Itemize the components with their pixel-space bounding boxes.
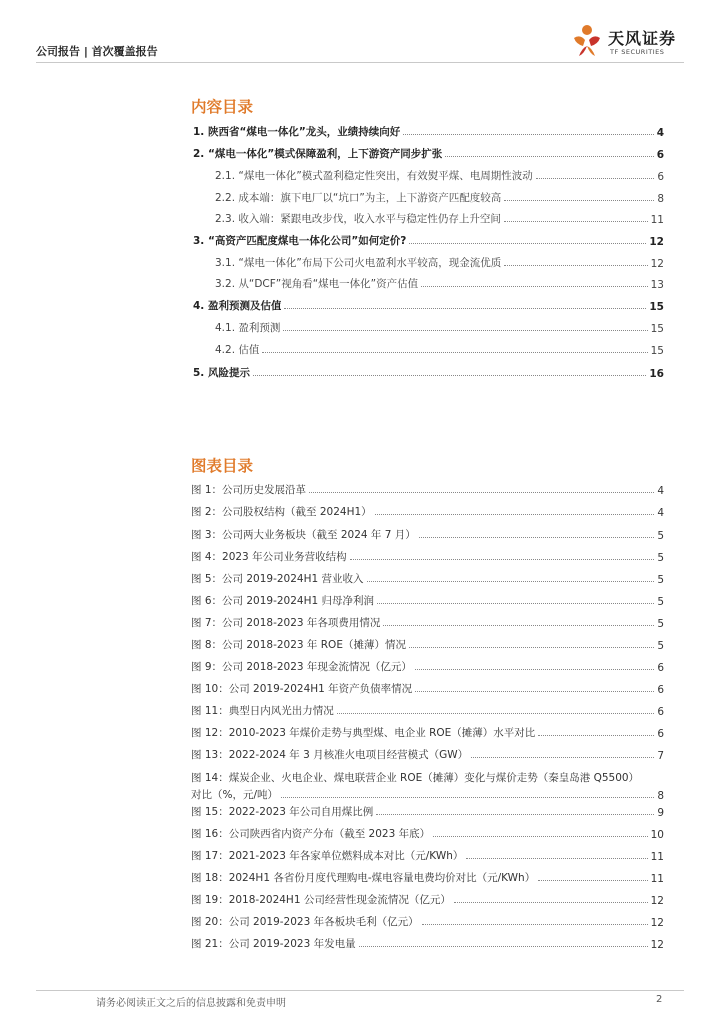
- figure-entry-page: 5: [657, 618, 664, 630]
- toc-entry-title: 3.2. 从“DCF”视角看“煤电一体化”资产估值: [215, 278, 419, 290]
- dot-leader: [375, 514, 655, 515]
- figure-entry-title: 图 4：2023 年公司业务营收结构: [191, 551, 347, 563]
- figure-entry-page: 4: [657, 485, 664, 497]
- figure-entry-title: 图 5：公司 2019-2024H1 营业收入: [191, 573, 364, 585]
- toc-entry-page: 15: [650, 323, 664, 335]
- figure-entry-page: 9: [657, 807, 664, 819]
- toc-entry[interactable]: [193, 364, 664, 380]
- figure-entry-page: 5: [657, 574, 664, 586]
- figure-entry-page: 4: [657, 507, 664, 519]
- dot-leader: [383, 625, 654, 626]
- figure-entry[interactable]: [191, 503, 664, 519]
- figure-entry[interactable]: [191, 614, 664, 630]
- figure-entry-page: 8: [657, 790, 664, 802]
- figure-entry-title: 图 8：公司 2018-2023 年 ROE（摊薄）情况: [191, 639, 406, 651]
- toc-entry[interactable]: [215, 167, 664, 183]
- toc-entry[interactable]: [215, 254, 664, 270]
- dot-leader: [359, 946, 648, 947]
- toc-entry-page: 12: [649, 236, 664, 248]
- dot-leader: [262, 352, 647, 353]
- dot-leader: [337, 713, 655, 714]
- dot-leader: [409, 243, 646, 244]
- figure-entry-page: 12: [650, 895, 664, 907]
- dot-leader: [471, 757, 654, 758]
- toc-entry[interactable]: [215, 319, 664, 335]
- toc-entry-title: 5. 风险提示: [193, 367, 250, 379]
- figure-entry-page: 11: [650, 873, 664, 885]
- dot-leader: [350, 559, 655, 560]
- figure-entry-title: 图 18：2024H1 各省份月度代理购电-煤电容量电费均价对比（元/KWh）: [191, 872, 536, 884]
- dot-leader: [403, 134, 653, 135]
- logo-text: 天风证券: [608, 29, 677, 48]
- figure-entry[interactable]: [191, 746, 664, 762]
- toc-entry-title: 3.1. “煤电一体化”布局下公司火电盈利水平较高，现金流优质: [215, 257, 502, 269]
- toc-entry-title: 2.1. “煤电一体化”模式盈利稳定性突出，有效熨平煤、电周期性波动: [215, 170, 533, 182]
- dot-leader: [419, 537, 655, 538]
- tf-logo-icon: [570, 24, 604, 60]
- figure-entry-page: 10: [650, 829, 664, 841]
- figure-entry-title: 图 20：公司 2019-2023 年各板块毛利（亿元）: [191, 916, 419, 928]
- toc-entry[interactable]: [193, 145, 664, 161]
- toc-entry-page: 11: [650, 214, 664, 226]
- figure-entry-title: 图 17：2021-2023 年各家单位燃料成本对比（元/KWh）: [191, 850, 464, 862]
- figure-entry[interactable]: [191, 526, 664, 542]
- figure-entry-continuation: [191, 786, 664, 802]
- toc-entry-title: 1. 陕西省“煤电一体化”龙头，业绩持续向好: [193, 126, 401, 138]
- toc-entry-page: 13: [650, 279, 664, 291]
- figure-entry[interactable]: [191, 825, 664, 841]
- dot-leader: [454, 902, 648, 903]
- toc-entry-title: 4.1. 盈利预测: [215, 322, 281, 334]
- logo-subtext: TF SECURITIES: [610, 48, 665, 56]
- figure-entry-page: 6: [657, 706, 664, 718]
- figure-entry-title: 图 15：2022-2023 年公司自用煤比例: [191, 806, 374, 818]
- figure-entry-page: 7: [657, 750, 664, 762]
- toc-entry-page: 15: [649, 301, 664, 313]
- dot-leader: [377, 603, 654, 604]
- figure-entry[interactable]: [191, 636, 664, 652]
- figure-entry[interactable]: [191, 770, 664, 802]
- figure-entry-title: 图 6：公司 2019-2024H1 归母净利润: [191, 595, 375, 607]
- figure-entry[interactable]: [191, 592, 664, 608]
- figure-entry-page: 12: [650, 917, 664, 929]
- dot-leader: [422, 924, 648, 925]
- figure-entry-title: 图 13：2022-2024 年 3 月核准火电项目经营模式（GW）: [191, 749, 469, 761]
- figure-entry[interactable]: [191, 570, 664, 586]
- toc-title: 内容目录: [191, 98, 254, 116]
- toc-entry-title: 4.2. 估值: [215, 344, 260, 356]
- dot-leader: [283, 330, 647, 331]
- dot-leader: [309, 492, 654, 493]
- figure-entry[interactable]: [191, 548, 664, 564]
- toc-entry-page: 16: [649, 368, 664, 380]
- dot-leader: [538, 735, 654, 736]
- figure-entry[interactable]: [191, 481, 664, 497]
- dot-leader: [504, 221, 648, 222]
- toc-entry[interactable]: [193, 297, 664, 313]
- figure-entry[interactable]: [191, 724, 664, 740]
- figure-entry-title: 图 16：公司陕西省内资产分布（截至 2023 年底）: [191, 828, 431, 840]
- figure-entry[interactable]: [191, 702, 664, 718]
- figure-entry-title-cont: 对比（%，元/吨）: [191, 789, 279, 801]
- company-logo: [570, 22, 690, 62]
- dot-leader: [466, 858, 647, 859]
- figure-entry-title: 图 21：公司 2019-2023 年发电量: [191, 938, 356, 950]
- figures-title: 图表目录: [191, 457, 254, 475]
- figure-entry-title: 图 19：2018-2024H1 公司经营性现金流情况（亿元）: [191, 894, 451, 906]
- figure-entry-page: 6: [657, 684, 664, 696]
- header-divider: [36, 62, 684, 63]
- toc-entry[interactable]: [215, 210, 664, 226]
- figure-entry-title: 图 7：公司 2018-2023 年各项费用情况: [191, 617, 381, 629]
- toc-entry[interactable]: [193, 232, 664, 248]
- dot-leader: [376, 814, 654, 815]
- figure-entry-title: 图 3：公司两大业务板块（截至 2024 年 7 月）: [191, 529, 416, 541]
- figure-entry-title: 图 1：公司历史发展沿革: [191, 484, 307, 496]
- figure-entry[interactable]: [191, 935, 664, 951]
- toc-entry[interactable]: [215, 189, 664, 205]
- figure-entry-page: 12: [650, 939, 664, 951]
- page-header: [0, 0, 724, 66]
- figure-entry-title: 图 11：典型日内风光出力情况: [191, 705, 334, 717]
- figure-entry-title: 图 14：煤炭企业、火电企业、煤电联营企业 ROE（摊薄）变化与煤价走势（秦皇岛港 Q5500）: [191, 772, 640, 784]
- figure-entry[interactable]: [191, 913, 664, 929]
- figure-entry-page: 5: [657, 530, 664, 542]
- toc-entry-title: 3. “高资产匹配度煤电一体化公司”如何定价?: [193, 235, 407, 247]
- toc-entry[interactable]: [215, 275, 664, 291]
- toc-entry-title: 2.3. 收入端：紧跟电改步伐，收入水平与稳定性仍存上升空间: [215, 213, 501, 225]
- toc-entry-title: 2. “煤电一体化”模式保障盈利，上下游资产同步扩张: [193, 148, 443, 160]
- dot-leader: [415, 691, 654, 692]
- figure-entry[interactable]: [191, 680, 664, 696]
- toc-entry-title: 2.2. 成本端：旗下电厂以“坑口”为主，上下游资产匹配度较高: [215, 192, 502, 204]
- figure-entry-page: 6: [657, 662, 664, 674]
- figure-entry[interactable]: [191, 891, 664, 907]
- dot-leader: [367, 581, 655, 582]
- dot-leader: [409, 647, 654, 648]
- figure-entry[interactable]: [191, 803, 664, 819]
- page-number: 2: [656, 994, 663, 1005]
- toc-entry-page: 4: [656, 127, 664, 139]
- toc-entry[interactable]: [193, 123, 664, 139]
- figure-entry[interactable]: [191, 869, 664, 885]
- dot-leader: [281, 797, 654, 798]
- dot-leader: [433, 836, 648, 837]
- dot-leader: [415, 669, 654, 670]
- toc-entry-page: 15: [650, 345, 664, 357]
- figure-entry-title: 图 9：公司 2018-2023 年现金流情况（亿元）: [191, 661, 412, 673]
- dot-leader: [421, 286, 648, 287]
- figure-entry-page: 6: [657, 728, 664, 740]
- figure-entry-page: 5: [657, 552, 664, 564]
- dot-leader: [538, 880, 647, 881]
- toc-entry-page: 12: [650, 258, 664, 270]
- report-type-label: 公司报告 | 首次覆盖报告: [36, 45, 158, 58]
- toc-entry-page: 8: [657, 193, 664, 205]
- figure-entry[interactable]: [191, 847, 664, 863]
- figure-entry-page: 11: [650, 851, 664, 863]
- dot-leader: [536, 178, 655, 179]
- figure-entry-page: 5: [657, 596, 664, 608]
- toc-entry-title: 4. 盈利预测及估值: [193, 300, 282, 312]
- toc-entry[interactable]: [215, 341, 664, 357]
- dot-leader: [445, 156, 653, 157]
- dot-leader: [504, 200, 654, 201]
- footer-divider: [36, 990, 684, 991]
- figure-entry-title: 图 2：公司股权结构（截至 2024H1）: [191, 506, 372, 518]
- figure-entry-page: 5: [657, 640, 664, 652]
- toc-entry-page: 6: [656, 149, 664, 161]
- dot-leader: [504, 265, 647, 266]
- figure-entry-title: 图 10：公司 2019-2024H1 年资产负债率情况: [191, 683, 413, 695]
- dot-leader: [253, 375, 646, 376]
- figure-entry[interactable]: [191, 658, 664, 674]
- dot-leader: [284, 308, 646, 309]
- toc-entry-page: 6: [657, 171, 664, 183]
- disclaimer-link[interactable]: 请务必阅读正文之后的信息披露和免责申明: [96, 998, 286, 1009]
- figure-entry-title: 图 12：2010-2023 年煤价走势与典型煤、电企业 ROE（摊薄）水平对比: [191, 727, 536, 739]
